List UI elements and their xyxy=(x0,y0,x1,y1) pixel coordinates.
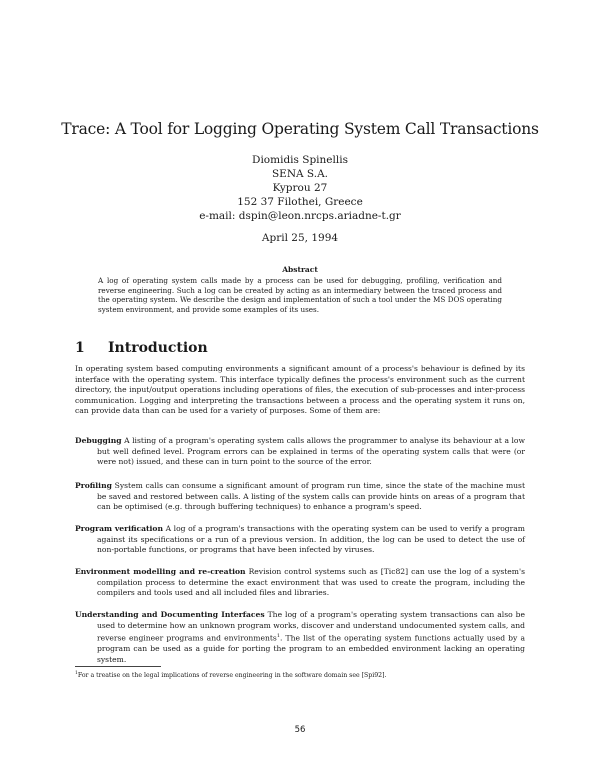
list-item-profiling xyxy=(75,481,525,513)
author-block xyxy=(150,153,450,223)
abstract-heading: Abstract xyxy=(282,265,318,274)
paper-title: Trace: A Tool for Logging Operating System Call Transactions xyxy=(61,120,539,138)
list-item-text: Revision control systems such as [Tic82] can use the log of a system's compilation process to determine the exact environment that was used to create the program, including the compilers and tools used and all included files and libraries. xyxy=(97,567,525,598)
section-number: 1 xyxy=(75,340,85,356)
author-address-line-1: Kyprou 27 xyxy=(272,182,328,194)
list-item-term: Understanding and Documenting Interfaces xyxy=(75,610,265,619)
list-item-term: Profiling xyxy=(75,481,112,490)
list-item-text: A listing of a program's operating system calls allows the programmer to analyse its behaviour at a low but well defined level. Program errors can be explained in terms of the operating system calls that were (or were not) issued, and these can in turn point to the source of the error. xyxy=(97,436,525,467)
footnote-text: For a treatise on the legal implications of reverse engineering in the software domain see [Spi92]. xyxy=(77,672,387,680)
section-heading xyxy=(75,340,208,356)
footnote-mark: 1 xyxy=(75,671,78,676)
list-item-debugging xyxy=(75,436,525,468)
section-title: Introduction xyxy=(108,340,208,356)
author-email: e-mail: dspin@leon.nrcps.ariadne-t.gr xyxy=(199,210,401,222)
list-item-term: Environment modelling and re-creation xyxy=(75,567,246,576)
author-name: Diomidis Spinellis xyxy=(252,154,348,166)
abstract-text: A log of operating system calls made by a process can be used for debugging, profiling, verification and reverse engineering. Such a log can be created by acting as an intermediary between the traced process and the operating system. We describe the design and implementation of such a tool under the MS DOS operating system environment, and provide some examples of its uses. xyxy=(98,276,502,314)
list-item-text: System calls can consume a significant amount of program run time, since the state of the machine must be saved and restored between calls. A listing of the system calls can provide hints on areas of a program that can be optimised (e.g. through buffering techniques) to enhance a program's speed. xyxy=(97,481,525,512)
list-item-environment-modelling xyxy=(75,567,525,599)
author-affiliation: SENA S.A. xyxy=(271,168,329,180)
list-item-text: The log of a program's operating system transactions can also be used to determine how an unknown program works, discover and understand undocumented system calls, and reverse engineer programs and environments xyxy=(97,610,526,643)
list-item-understanding-interfaces xyxy=(75,610,525,666)
list-item-text: A log of a program's transactions with the operating system can be used to verify a program against its specifications or a run of a previous version. In addition, the log can be used to detect the use of non-portable functions, or programs that have been infected by viruses. xyxy=(97,524,525,555)
page-number: 56 xyxy=(294,725,306,735)
list-item-program-verification xyxy=(75,524,525,556)
footnote xyxy=(75,670,525,680)
footnote-reference[interactable]: 1 xyxy=(276,633,281,640)
list-item-term: Debugging xyxy=(75,436,122,445)
footnote-rule xyxy=(75,666,161,667)
paper-date: April 25, 1994 xyxy=(261,232,339,244)
list-item-text-continued: . The list of the operating system functions actually used by a program can be used as a guide for porting the program to an embedded environment lacking an operating system. xyxy=(97,633,525,664)
intro-paragraph: In operating system based computing environments a significant amount of a process's behaviour is defined by its interface with the operating system. This interface typically defines the process's environment such as the current directory, the input/output operations including operations of files, the execution of sub-processes and inter-process communication. Logging and interpreting the transactions between a process and the operating system it runs on, can provide data than can be used for a variety of purposes. Some of them are: xyxy=(75,364,525,416)
author-address-line-2: 152 37 Filothei, Greece xyxy=(237,196,363,208)
list-item-term: Program verification xyxy=(75,524,164,533)
